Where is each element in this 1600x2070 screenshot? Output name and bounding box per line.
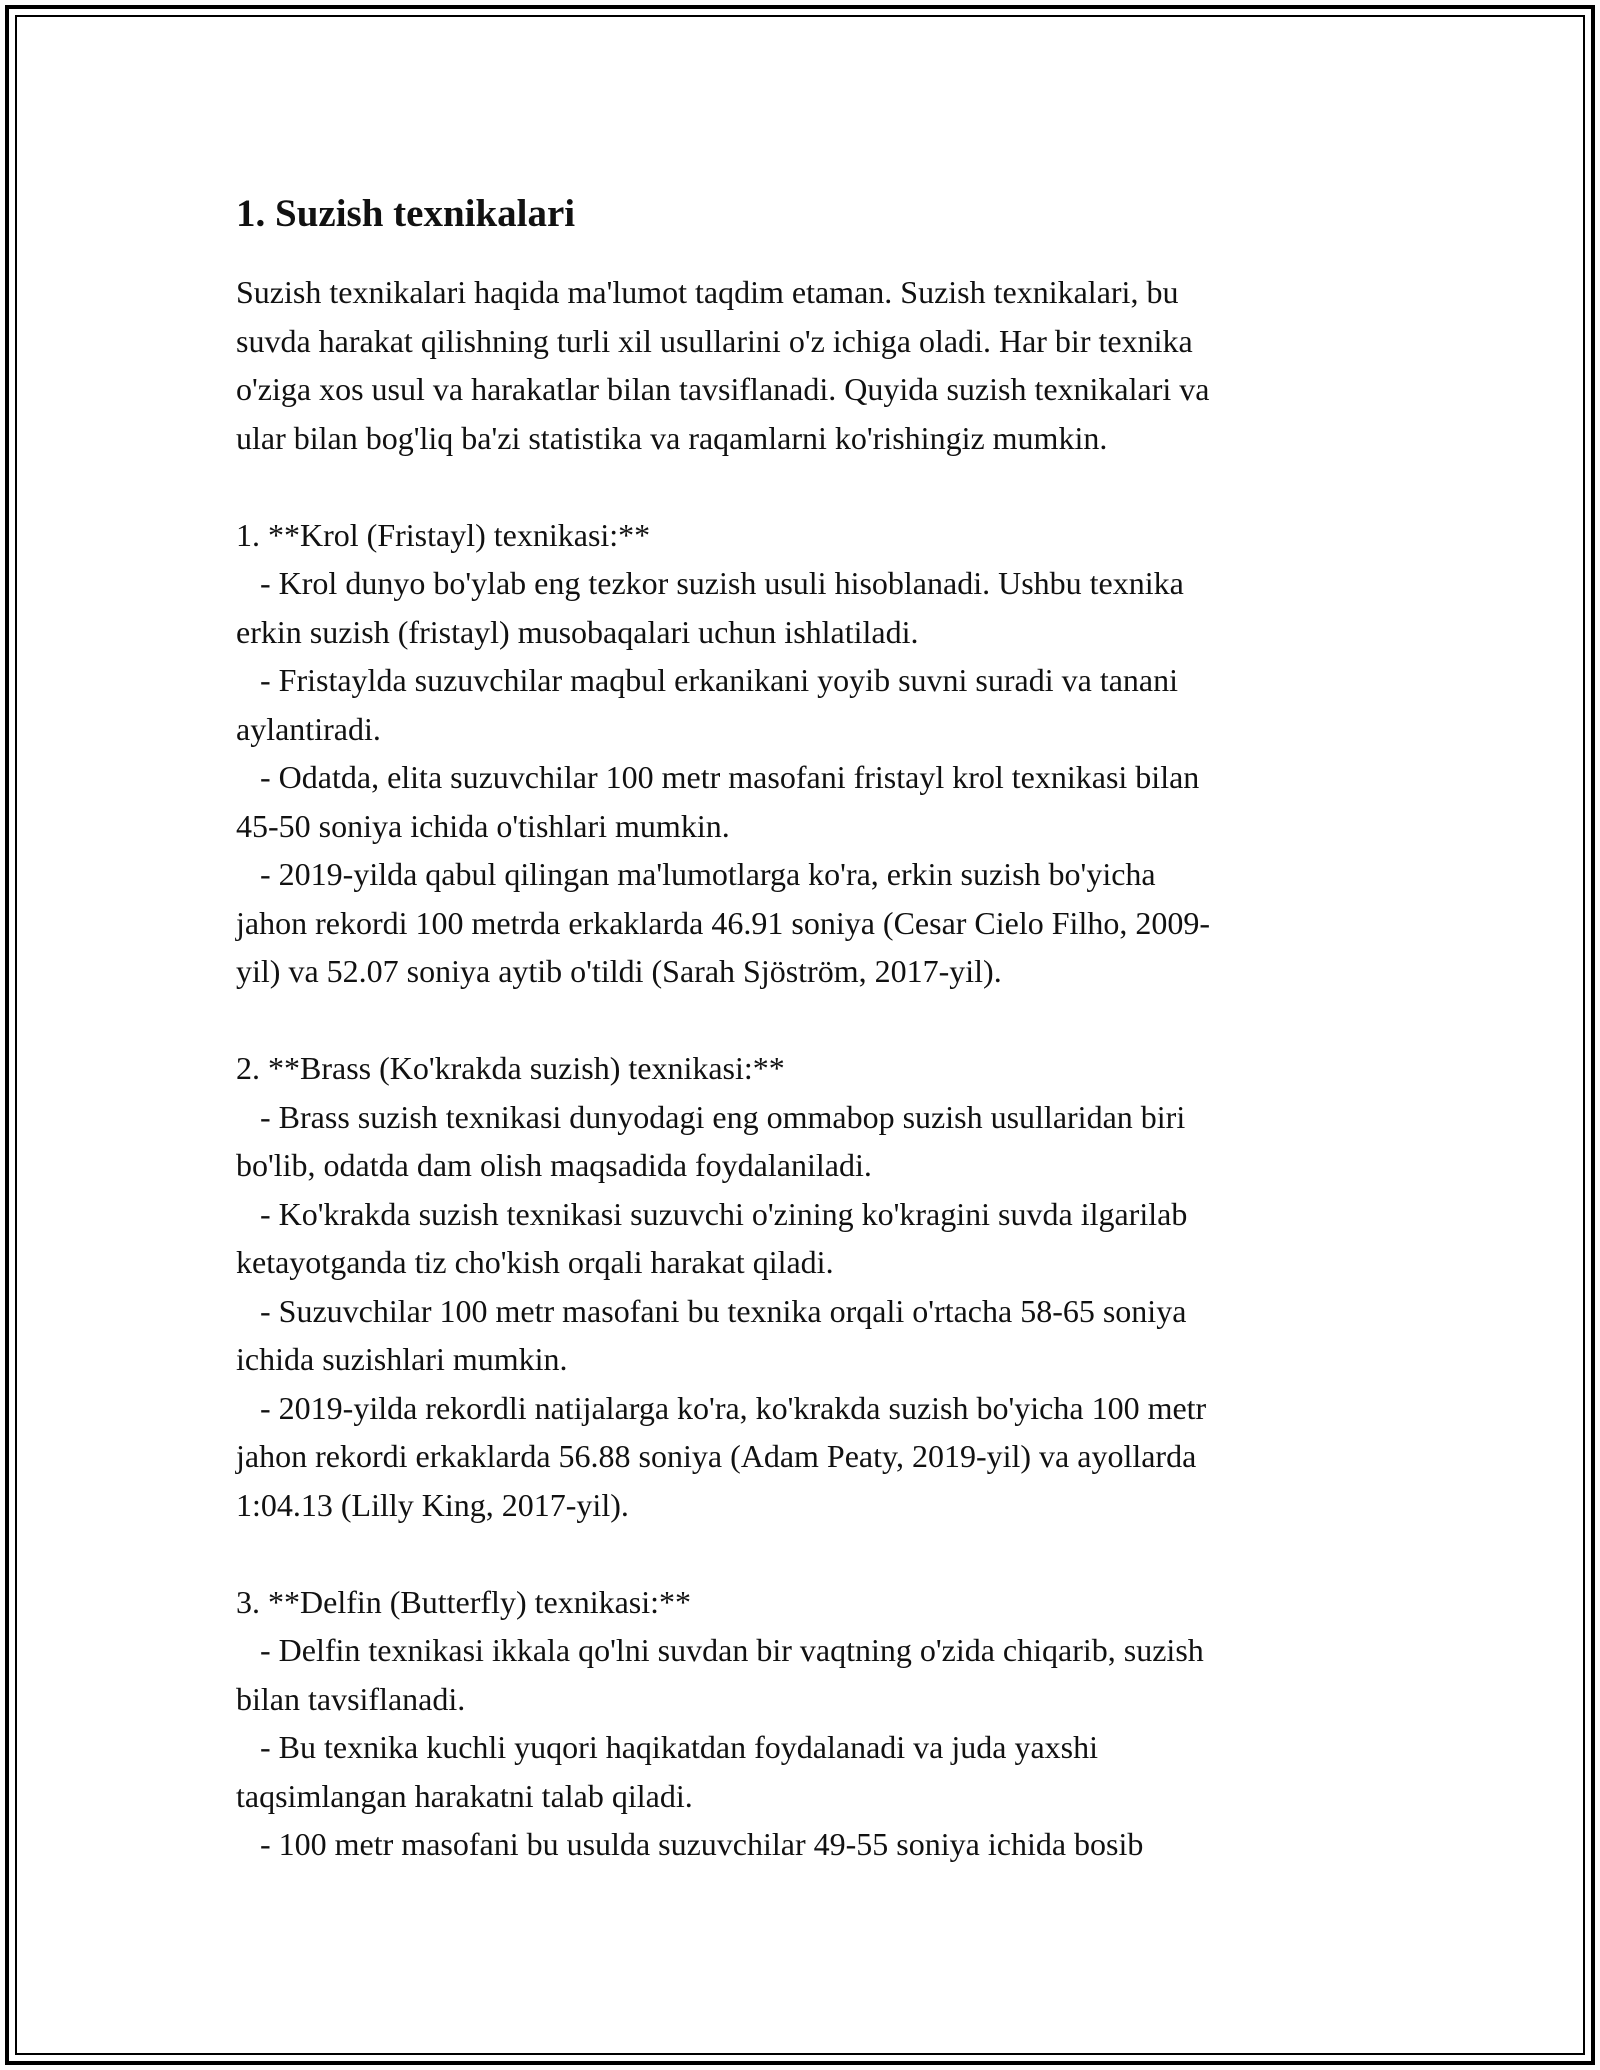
document-content: [236, 182, 1366, 1869]
body-text: Suzish texnikalari haqida ma'lumot taqdim etaman. Suzish texnikalari, bu suvda harakat qilishning turli xil usullarini o'z ichiga oladi. Har bir texnika o'ziga xos usul va harakatlar bilan tavsiflanadi. Quyida suzish texnikalari va ular bilan bog'liq ba'zi statistika va raqamlarni ko'rishingiz mumkin. 1. **Krol (Fristayl) texnikasi:** - Krol dunyo bo'ylab eng tezkor suzish usuli hisoblanadi. Ushbu texnika erkin suzish (fristayl) musobaqalari uchun ishlatiladi. - Fristaylda suzuvchilar maqbul erkanikani yoyib suvni suradi va tanani aylantiradi. - Odatda, elita suzuvchilar 100 metr masofani fristayl krol texnikasi bilan 45-50 soniya ichida o'tishlari mumkin. - 2019-yilda qabul qilingan ma'lumotlarga ko'ra, erkin suzish bo'yicha jahon rekordi 100 metrda erkaklarda 46.91 soniya (Cesar Cielo Filho, 2009- yil) va 52.07 soniya aytib o'tildi (Sarah Sjöström, 2017-yil). 2. **Brass (Ko'krakda suzish) texnikasi:** - Brass suzish texnikasi dunyodagi eng ommabop suzish usullaridan biri bo'lib, odatda dam olish maqsadida foydalaniladi. - Ko'krakda suzish texnikasi suzuvchi o'zining ko'kragini suvda ilgarilab ketayotganda tiz cho'kish orqali harakat qiladi. - Suzuvchilar 100 metr masofani bu texnika orqali o'rtacha 58-65 soniya ichida suzishlari mumkin. - 2019-yilda rekordli natijalarga ko'ra, ko'krakda suzish bo'yicha 100 metr jahon rekordi erkaklarda 56.88 soniya (Adam Peaty, 2019-yil) va ayollarda 1:04.13 (Lilly King, 2017-yil). 3. **Delfin (Butterfly) texnikasi:** - Delfin texnikasi ikkala qo'lni suvdan bir vaqtning o'zida chiqarib, suzish bilan tavsiflanadi. - Bu texnika kuchli yuqori haqikatdan foydalanadi va juda yaxshi taqsimlangan harakatni talab qiladi. - 100 metr masofani bu usulda suzuvchilar 49-55 soniya ichida bosib: [236, 274, 1210, 1862]
section-heading: 1. Suzish texnikalari: [236, 192, 576, 235]
